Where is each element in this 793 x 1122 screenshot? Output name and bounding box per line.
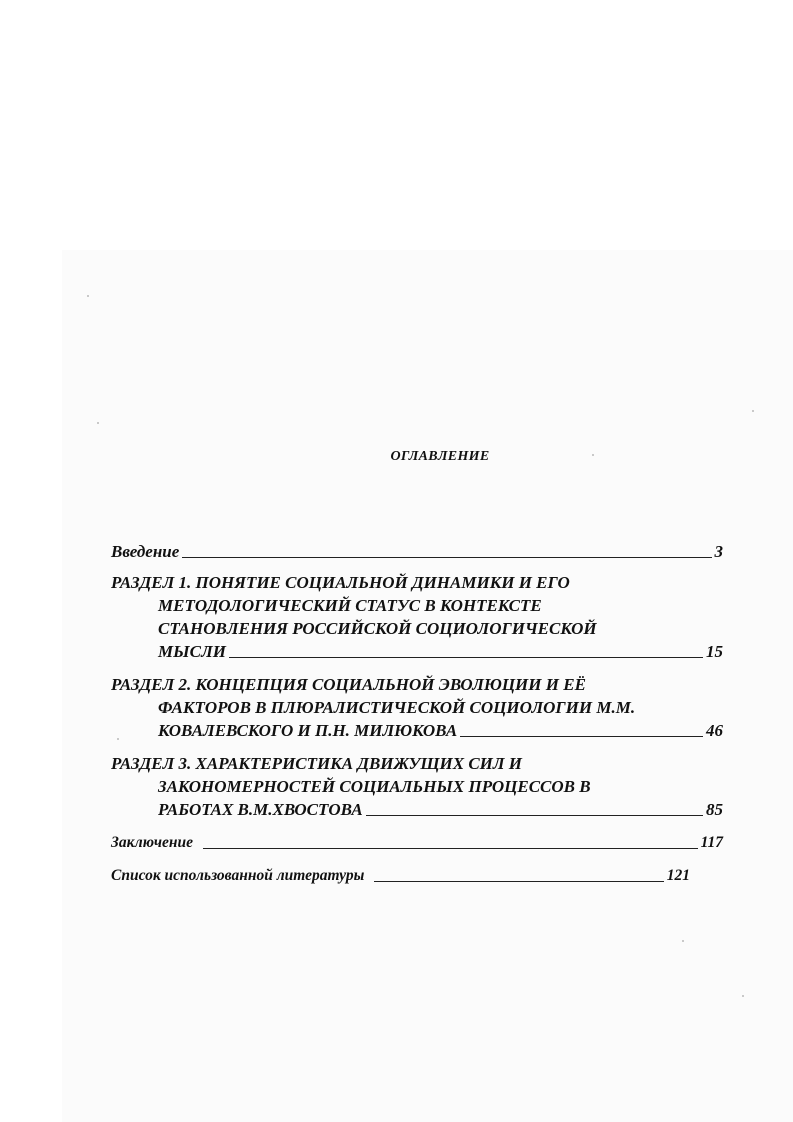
toc-page-number: 3	[714, 542, 723, 561]
toc-entry-line: СТАНОВЛЕНИЯ РОССИЙСКОЙ СОЦИОЛОГИЧЕСКОЙ	[158, 619, 597, 638]
toc-entry-row	[111, 719, 723, 742]
toc-entry-introduction[interactable]	[111, 540, 723, 563]
scan-speck	[87, 295, 89, 297]
toc-entry-heading-line: РАЗДЕЛ 2. КОНЦЕПЦИЯ СОЦИАЛЬНОЙ ЭВОЛЮЦИИ И ЕЁ	[111, 675, 586, 694]
toc-entry-label: РАБОТАХ В.М.ХВОСТОВА	[158, 800, 363, 819]
toc-entry-label: МЫСЛИ	[158, 642, 227, 661]
toc-entry-heading-line: РАЗДЕЛ 3. ХАРАКТЕРИСТИКА ДВИЖУЩИХ СИЛ И	[111, 754, 523, 773]
toc-entry-label: Заключение	[111, 834, 193, 851]
toc-page-number: 121	[666, 867, 690, 884]
toc-entry-heading-line: РАЗДЕЛ 1. ПОНЯТИЕ СОЦИАЛЬНОЙ ДИНАМИКИ И ЕГО	[111, 573, 570, 592]
toc-entry-line: ФАКТОРОВ В ПЛЮРАЛИСТИЧЕСКОЙ СОЦИОЛОГИИ М.М.	[158, 698, 636, 717]
toc-page-number: 46	[706, 721, 723, 740]
toc-page-number: 85	[706, 800, 723, 819]
toc-entry-row	[111, 540, 723, 563]
toc-entry-row	[111, 831, 723, 854]
scan-speck	[682, 940, 684, 942]
toc-leader-line	[374, 880, 663, 882]
scan-speck	[752, 410, 754, 412]
toc-entry-label: Список использованной литературы	[111, 867, 365, 884]
toc-entry-bibliography[interactable]	[111, 864, 723, 887]
toc-entry-label: КОВАЛЕВСКОГО И П.Н. МИЛЮКОВА	[158, 721, 458, 740]
toc-leader-line	[203, 847, 698, 849]
toc-entry-line: ЗАКОНОМЕРНОСТЕЙ СОЦИАЛЬНЫХ ПРОЦЕССОВ В	[158, 777, 591, 796]
toc-leader-line	[460, 735, 703, 737]
toc-entry-label: Введение	[111, 542, 180, 561]
toc-entry-section-3[interactable]	[111, 752, 723, 821]
toc-page-number: 15	[706, 642, 723, 661]
toc-entry-section-1[interactable]	[111, 571, 723, 663]
toc-entry-row	[111, 798, 723, 821]
toc-entry-row	[111, 640, 723, 663]
scan-speck	[97, 422, 99, 424]
toc-entry-conclusion[interactable]	[111, 831, 723, 854]
toc-entry-line: МЕТОДОЛОГИЧЕСКИЙ СТАТУС В КОНТЕКСТЕ	[158, 596, 542, 615]
toc-leader-line	[229, 656, 703, 658]
scan-speck	[742, 995, 744, 997]
toc-title: ОГЛАВЛЕНИЕ	[390, 449, 490, 464]
toc-entry-row	[111, 864, 690, 887]
toc-page-number: 117	[700, 834, 723, 851]
toc-leader-line	[366, 814, 703, 816]
toc-entry-section-2[interactable]	[111, 673, 723, 742]
table-of-contents	[111, 540, 723, 887]
toc-leader-line	[182, 556, 711, 558]
